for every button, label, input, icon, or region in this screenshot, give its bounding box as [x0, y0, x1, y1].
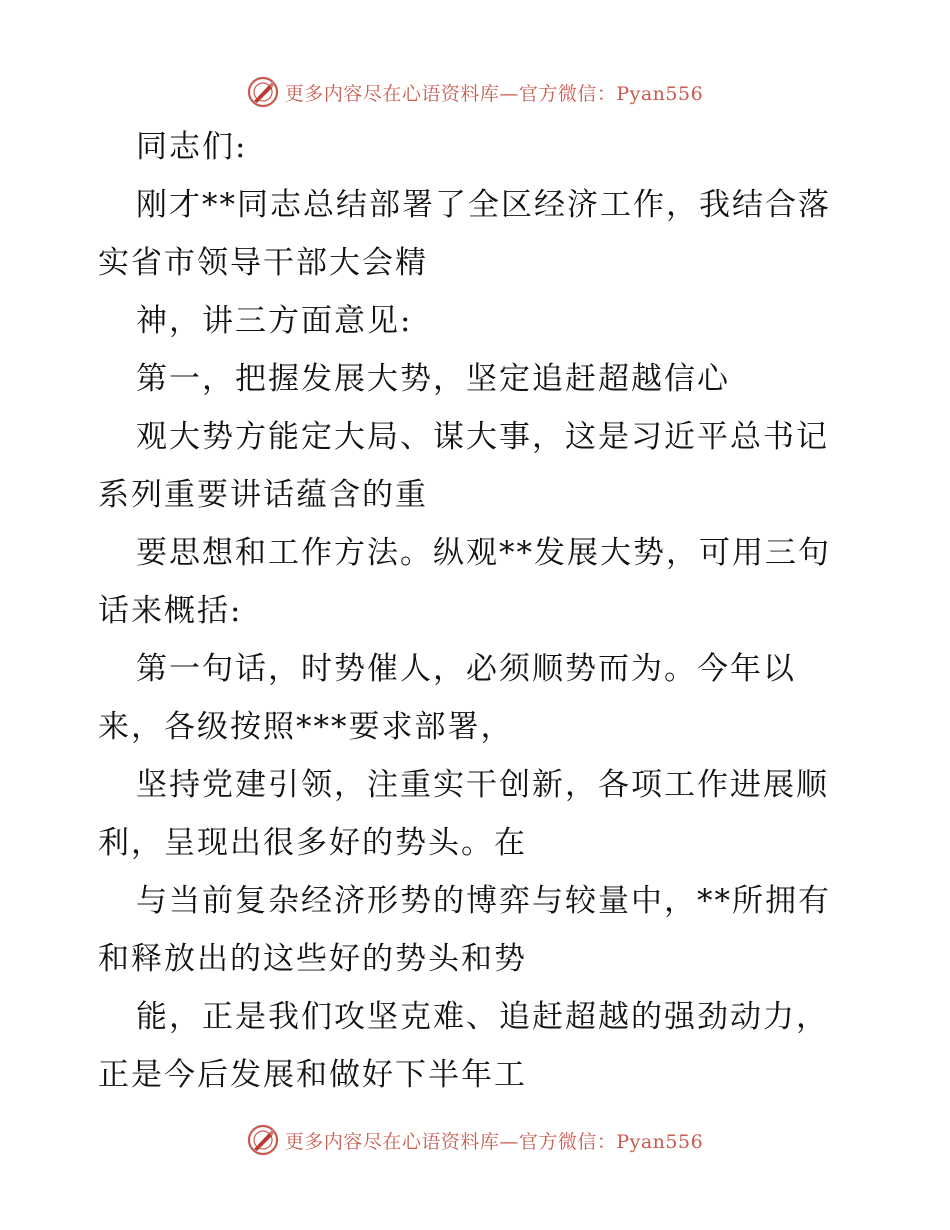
paragraph-line: 坚持党建引领，注重实干创新，各项工作进展顺 [136, 767, 829, 803]
paragraph-line: 要思想和工作方法。纵观**发展大势，可用三句 [136, 535, 831, 571]
paragraph-line: 第一句话，时势催人，必须顺势而为。今年以 [136, 651, 796, 687]
paragraph-line: 观大势方能定大局、谋大事，这是习近平总书记 [136, 419, 829, 455]
paragraph-line: 实省市领导干部大会精 [98, 245, 428, 281]
header-banner [0, 72, 950, 112]
paragraph-line: 系列重要讲话蕴含的重 [98, 477, 428, 513]
pen-logo-icon [247, 76, 279, 108]
pen-logo-icon [247, 1124, 279, 1156]
paragraph-line: 能，正是我们攻坚克难、追赶超越的强劲动力， [136, 999, 829, 1035]
footer-banner [0, 1120, 950, 1160]
paragraph-line: 刚才**同志总结部署了全区经济工作，我结合落 [136, 187, 831, 223]
paragraph-line: 话来概括: [98, 593, 243, 629]
paragraph-line: 与当前复杂经济形势的博弈与较量中，**所拥有 [136, 883, 831, 919]
paragraph-line: 同志们: [136, 129, 248, 165]
paragraph-line: 来，各级按照***要求部署， [98, 709, 514, 745]
paragraph-line: 神，讲三方面意见: [136, 303, 413, 339]
document-body [98, 118, 858, 1104]
section-heading: 第一，把握发展大势，坚定追赶超越信心 [136, 361, 730, 397]
paragraph-line: 利，呈现出很多好的势头。在 [98, 825, 527, 861]
header-banner-text: 更多内容尽在心语资料库—官方微信：Pyan556 [284, 82, 704, 105]
footer-banner-text: 更多内容尽在心语资料库—官方微信：Pyan556 [284, 1130, 704, 1153]
paragraph-line: 正是今后发展和做好下半年工 [98, 1057, 527, 1093]
paragraph-line: 和释放出的这些好的势头和势 [98, 941, 527, 977]
